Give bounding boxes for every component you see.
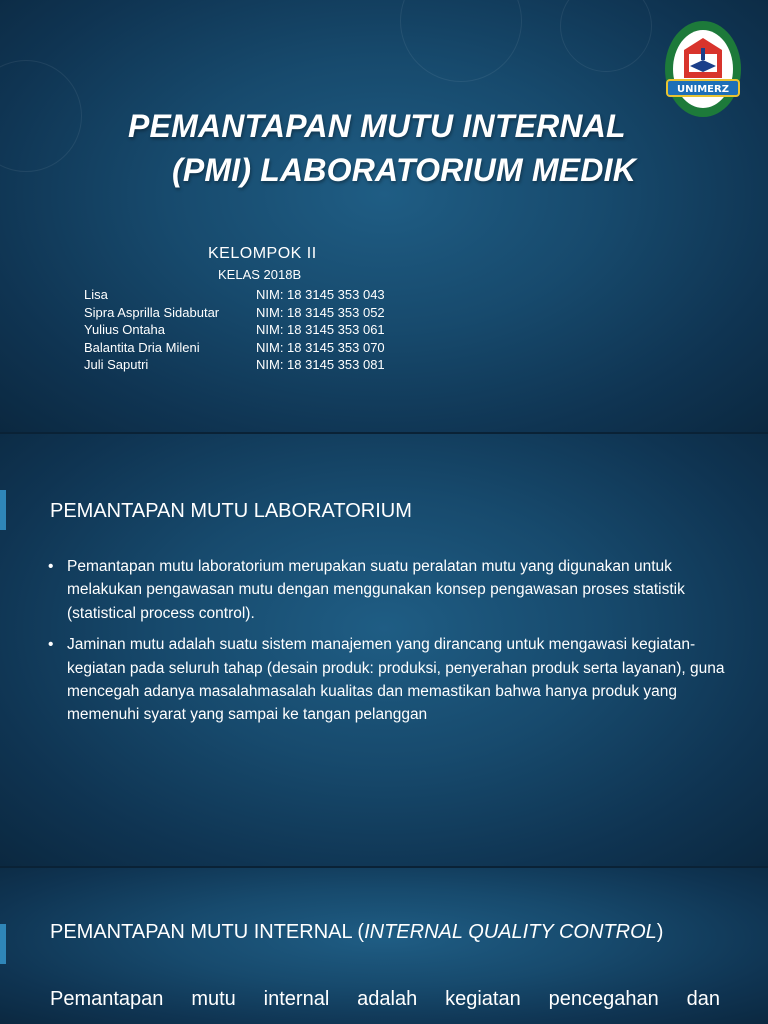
member-nim: NIM: 18 3145 353 052 <box>256 304 385 320</box>
title-slide <box>0 0 768 432</box>
decorative-circle <box>400 0 522 82</box>
member-row <box>84 356 385 374</box>
decorative-circle <box>560 0 652 72</box>
member-nim: NIM: 18 3145 353 070 <box>256 339 385 355</box>
member-row <box>84 339 385 357</box>
accent-bar <box>0 490 6 530</box>
member-list <box>84 286 385 374</box>
decorative-circle <box>0 60 82 172</box>
heading-italic: INTERNAL QUALITY CONTROL <box>364 921 657 943</box>
bullet-item: • Jaminan mutu adalah suatu sistem manajemen yang dirancang untuk mengawasi kegiatan-kegiatan pada seluruh tahap (desain produk: produksi, penyerahan produk serta layanan), guna mencegah adanya masalahmasalah kualitas dan memastikan bahwa hanya produk yang memenuhi syarat yang sampai ke tangan pelanggan <box>48 633 728 727</box>
member-nim: NIM: 18 3145 353 061 <box>256 322 385 338</box>
section-heading <box>50 918 690 946</box>
heading-prefix: PEMANTAPAN MUTU INTERNAL ( <box>50 921 365 943</box>
heading-suffix: ) <box>656 921 664 943</box>
university-logo <box>664 20 742 118</box>
section-heading: PEMANTAPAN MUTU LABORATORIUM <box>50 500 412 522</box>
slide-title-line2: (PMI) LABORATORIUM MEDIK <box>172 152 637 188</box>
member-nim: NIM: 18 3145 353 043 <box>256 287 385 302</box>
bullet-list <box>48 555 728 735</box>
member-row <box>84 304 385 322</box>
member-row <box>84 321 385 339</box>
logo-text: UNIMERZ <box>677 84 729 95</box>
slide-title-line1: PEMANTAPAN MUTU INTERNAL <box>128 108 626 144</box>
group-label: KELOMPOK II <box>208 245 317 262</box>
member-name: Balantita Dria Mileni <box>84 339 200 355</box>
member-nim: NIM: 18 3145 353 081 <box>256 357 385 373</box>
accent-bar <box>0 924 6 964</box>
member-name: Sipra Asprilla Sidabutar <box>84 304 220 320</box>
bullet-item: • Pemantapan mutu laboratorium merupakan suatu peralatan mutu yang digunakan untuk melakukan pengawasan mutu dengan menggunakan konsep pengawasan proses statistik (statistical process control). <box>48 555 728 625</box>
class-label: KELAS 2018B <box>218 267 302 282</box>
member-name: Juli Saputri <box>84 357 149 373</box>
member-name: Yulius Ontaha <box>84 322 165 338</box>
member-name: Lisa <box>84 287 108 302</box>
member-row <box>84 286 385 304</box>
paragraph: Pemantapan mutu internal adalah kegiatan pencegahan dan <box>50 988 720 1010</box>
